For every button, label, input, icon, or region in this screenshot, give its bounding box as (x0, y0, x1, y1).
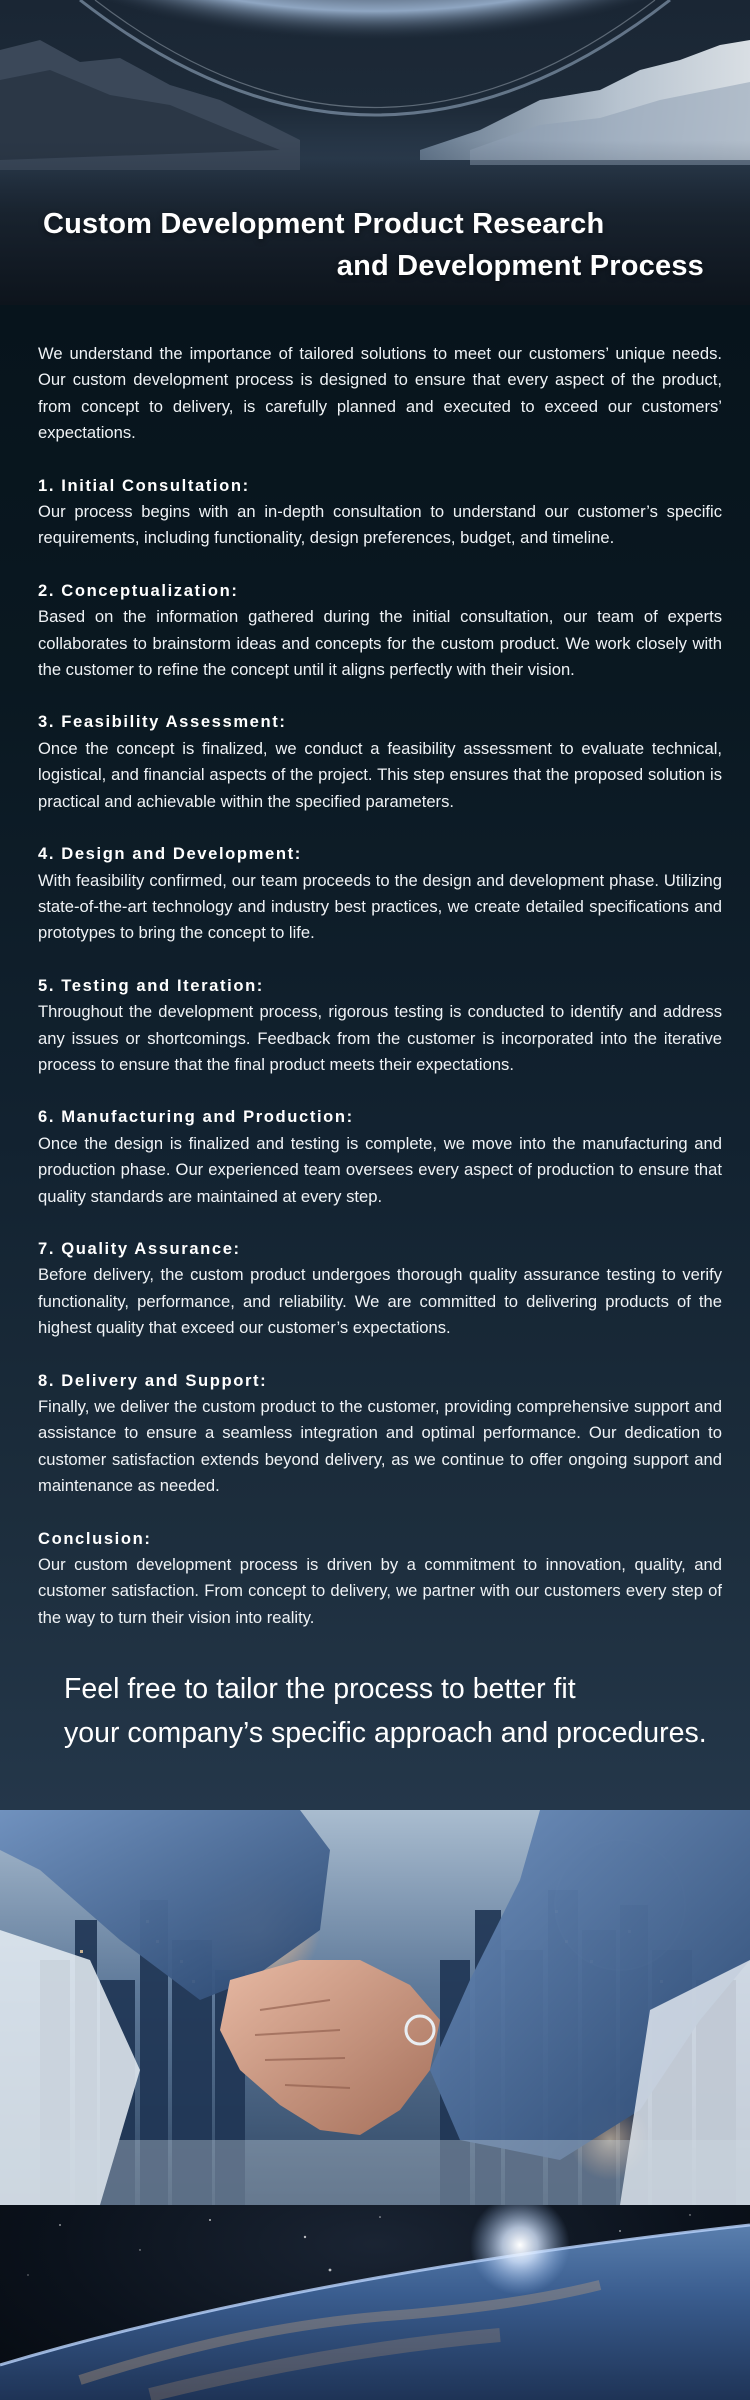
section-title: 8. Delivery and Support: (38, 1370, 268, 1390)
section-design-and-development (38, 841, 722, 947)
process-content (0, 305, 750, 1810)
section-title: 6. Manufacturing and Production: (38, 1107, 354, 1127)
section-body: With feasibility confirmed, our team proceeds to the design and development phase. Utilizing state-of-the-art technology and industry best practices, we create detailed specifications and prototypes to bring the concept to life. (38, 870, 722, 943)
section-body: Our process begins with an in-depth consultation to understand our customer’s specific requirements, including functionality, design preferences, budget, and timeline. (38, 502, 722, 548)
closing-note (64, 1667, 724, 1755)
section-title: 3. Feasibility Assessment: (38, 712, 287, 732)
section-title: 2. Conceptualization: (38, 580, 239, 600)
section-testing-and-iteration (38, 973, 722, 1079)
section-body: Before delivery, the custom product undergoes thorough quality assurance testing to verify functionality, performance, and reliability. We are committed to delivering products of the highest quality that exceed our customer’s expectations. (38, 1265, 722, 1338)
section-body: Once the design is finalized and testing is complete, we move into the manufacturing and production phase. Our experienced team oversees every aspect of production to ensure that quality standards are maintained at every step. (38, 1133, 722, 1206)
section-conclusion (38, 1526, 722, 1632)
intro-paragraph: We understand the importance of tailored solutions to meet our customers’ unique needs. Our custom development process is designed to ensure that every aspect of the product, from concept to delivery, is carefully planned and executed to exceed our customers’ expectations. (38, 344, 722, 443)
page-title-line-2: and Development Process (336, 250, 704, 282)
section-body: Once the concept is finalized, we conduct a feasibility assessment to evaluate technical, logistical, and financial aspects of the project. This step ensures that the proposed solution is practical and achievable within the specified parameters. (38, 738, 722, 811)
section-title: 5. Testing and Iteration: (38, 975, 264, 995)
section-body: Throughout the development process, rigorous testing is conducted to identify and address any issues or shortcomings. Feedback from the customer is incorporated into the iterative process to ensure that the final product meets their expectations. (38, 1002, 722, 1074)
section-title: 7. Quality Assurance: (38, 1238, 241, 1258)
section-body: Our custom development process is driven by a commitment to innovation, quality, and customer satisfaction. From concept to delivery, we partner with our customers every step of the way to turn their vision into reality. (38, 1555, 722, 1627)
section-feasibility-assessment (38, 709, 722, 815)
section-quality-assurance (38, 1236, 722, 1342)
process-text (38, 341, 722, 1631)
section-title: Conclusion: (38, 1528, 152, 1548)
section-title: 1. Initial Consultation: (38, 475, 250, 495)
section-delivery-and-support (38, 1368, 722, 1500)
page-title-line-1: Custom Development Product Research (43, 208, 605, 240)
section-conceptualization (38, 578, 722, 684)
closing-line-1: Feel free to tailor the process to better fit (64, 1673, 576, 1705)
section-body: Based on the information gathered during the initial consultation, our team of experts collaborates to brainstorm ideas and concepts for the custom product. We work closely with the customer to refine the concept until it aligns perfectly with their vision. (38, 607, 722, 680)
section-initial-consultation (38, 473, 722, 552)
handshake-city-image (0, 1810, 750, 2205)
hero-banner (0, 0, 750, 305)
closing-line-2: your company’s specific approach and procedures. (64, 1717, 707, 1749)
section-manufacturing-and-production (38, 1104, 722, 1210)
earth-horizon-image (0, 2205, 750, 2400)
section-body: Finally, we deliver the custom product to the customer, providing comprehensive support and assistance to ensure a seamless integration and optimal performance. Our dedication to customer satisfaction extends beyond delivery, as we continue to offer ongoing support and maintenance as needed. (38, 1397, 722, 1496)
section-title: 4. Design and Development: (38, 844, 302, 864)
